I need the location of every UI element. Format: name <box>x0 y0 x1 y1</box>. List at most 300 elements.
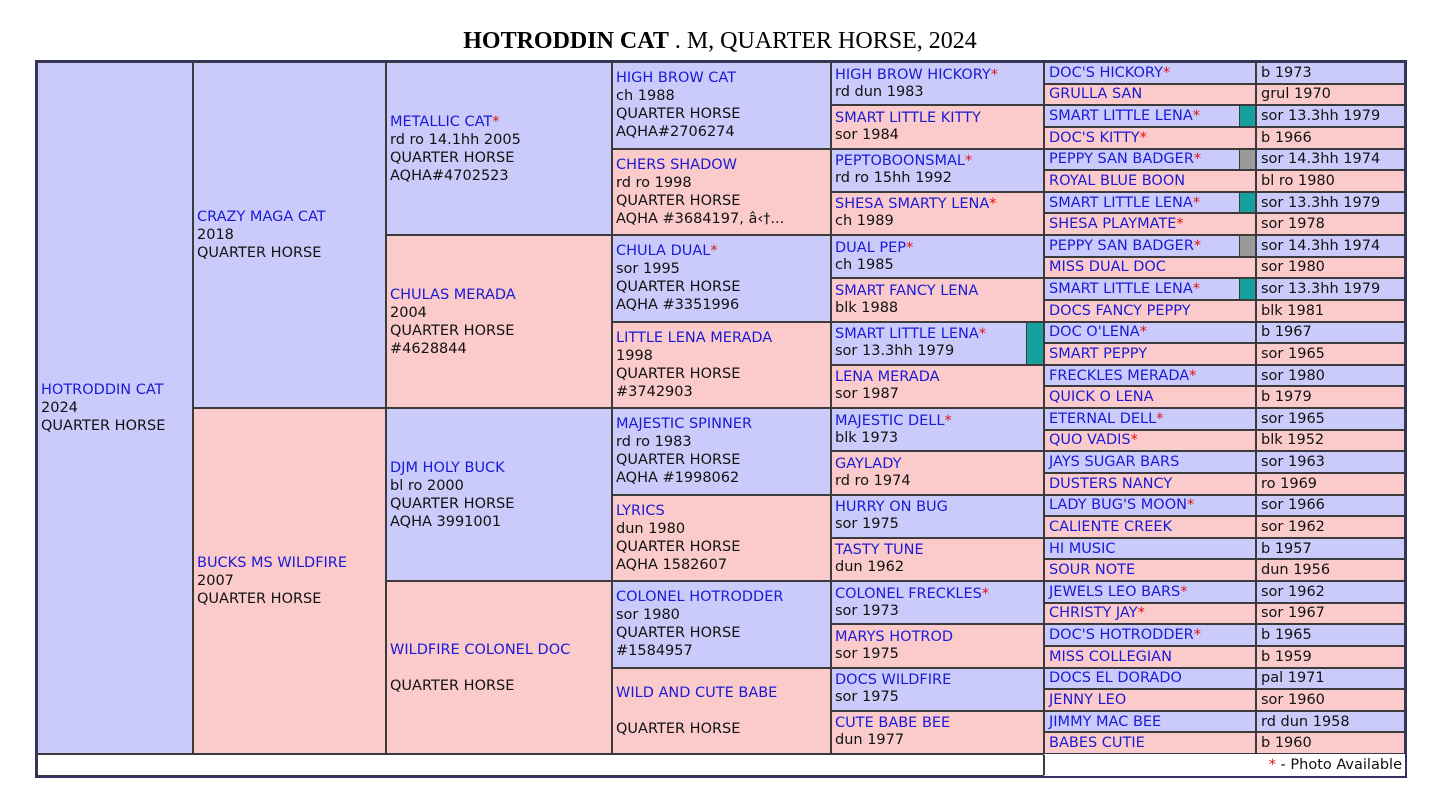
horse-name-link[interactable] <box>1049 411 1163 427</box>
g5-horse-cell <box>831 538 1044 581</box>
horse-name-link[interactable] <box>1049 605 1145 621</box>
horse-info-text: b 1960 <box>1261 735 1312 752</box>
horse-info-text: blk 1981 <box>1261 302 1325 319</box>
horse-detail-line: QUARTER HORSE <box>616 625 741 642</box>
horse-detail-line: sor 1980 <box>616 607 680 624</box>
g6-name-wrap <box>1049 130 1147 146</box>
horse-detail-line: QUARTER HORSE <box>616 192 741 209</box>
g5-horse-cell <box>831 278 1044 321</box>
horse-name[interactable]: DUAL PEP <box>835 239 907 256</box>
photo-star[interactable]: * <box>710 243 718 260</box>
g4-horse-cell <box>612 235 831 322</box>
horse-name-link[interactable] <box>1049 627 1201 643</box>
horse-info-text: sor 1978 <box>1261 216 1325 233</box>
horse-name-link[interactable] <box>835 110 1040 127</box>
horse-detail-line: rd ro 1998 <box>616 174 692 191</box>
horse-name[interactable]: GAYLADY <box>835 455 902 472</box>
horse-name[interactable]: SOUR NOTE <box>1049 562 1136 579</box>
horse-detail-line: rd dun 1983 <box>835 83 924 100</box>
horse-name[interactable]: CRAZY MAGA CAT <box>197 209 326 225</box>
horse-name-link[interactable] <box>1049 497 1194 513</box>
horse-name-link[interactable] <box>1049 238 1201 254</box>
horse-info-text: sor 1962 <box>1261 518 1325 535</box>
photo-star[interactable]: * <box>1189 367 1197 384</box>
g6-horse-name-cell <box>1044 689 1256 711</box>
horse-name[interactable]: WILDFIRE COLONEL DOC <box>390 641 571 658</box>
g6-name-wrap <box>1049 259 1166 275</box>
g6-horse-name-cell <box>1044 624 1256 646</box>
horse-name[interactable]: BUCKS MS WILDFIRE <box>197 555 348 571</box>
horse-detail-line: dun 1980 <box>616 520 686 537</box>
horse-info-text: b 1973 <box>1261 64 1312 81</box>
horse-name[interactable]: DJM HOLY BUCK <box>390 459 505 476</box>
photo-legend <box>1044 755 1405 775</box>
g6-horse-info-cell <box>1256 62 1405 84</box>
g6-horse-info-cell <box>1256 278 1405 300</box>
horse-name[interactable]: CUTE BABE BEE <box>835 715 951 732</box>
photo-star[interactable]: * <box>1193 237 1202 254</box>
horse-name-link[interactable] <box>1049 346 1147 362</box>
horse-name-link[interactable] <box>835 586 1040 603</box>
g6-horse-info-cell <box>1256 213 1405 235</box>
horse-name[interactable]: SHESA SMARTY LENA <box>835 196 990 213</box>
photo-star[interactable]: * <box>1193 627 1201 644</box>
horse-name-link[interactable] <box>1049 649 1172 665</box>
g6-name-wrap <box>1049 476 1172 492</box>
horse-name-link[interactable] <box>835 413 1040 430</box>
horse-name-link[interactable] <box>1049 281 1200 297</box>
g6-name-wrap <box>1049 497 1194 513</box>
horse-name-link[interactable] <box>1049 670 1182 686</box>
g6-name-wrap <box>1049 324 1147 340</box>
g6-horse-name-cell <box>1044 430 1256 452</box>
horse-name-link[interactable] <box>197 554 382 572</box>
photo-star[interactable]: * <box>1139 324 1147 341</box>
horse-name[interactable]: QUO VADIS <box>1049 432 1131 449</box>
horse-name-link[interactable] <box>616 588 827 606</box>
horse-name-link[interactable] <box>835 715 1040 732</box>
horse-name-link[interactable] <box>1049 65 1170 81</box>
horse-name[interactable]: DOC'S KITTY <box>1049 129 1140 146</box>
horse-name[interactable]: HIGH BROW CAT <box>616 70 737 87</box>
horse-name-link[interactable] <box>616 242 827 260</box>
horse-info-text: sor 1965 <box>1261 410 1325 427</box>
horse-name-link[interactable] <box>616 684 827 702</box>
horse-name[interactable]: JENNY LEO <box>1049 691 1127 708</box>
g6-horse-info-cell <box>1256 689 1405 711</box>
horse-name[interactable]: JEWELS LEO BARS <box>1049 583 1181 600</box>
photo-star[interactable]: * <box>1180 583 1188 600</box>
g6-name-wrap <box>1049 692 1126 708</box>
horse-name[interactable]: FRECKLES MERADA <box>1049 367 1190 384</box>
g6-horse-info-cell <box>1256 538 1405 560</box>
g6-horse-name-cell <box>1044 603 1256 625</box>
g5-horse-cell <box>831 624 1044 667</box>
horse-name[interactable]: PEPTOBOONSMAL <box>835 153 965 170</box>
horse-name[interactable]: COLONEL HOTRODDER <box>616 589 784 606</box>
g6-horse-name-cell <box>1044 408 1256 430</box>
horse-name-link[interactable] <box>1049 324 1147 340</box>
horse-name-link[interactable] <box>41 381 189 399</box>
photo-star[interactable]: * <box>906 239 914 256</box>
horse-info-text: b 1957 <box>1261 540 1312 557</box>
g6-horse-info-cell <box>1256 646 1405 668</box>
g6-name-wrap <box>1049 216 1184 232</box>
horse-name[interactable]: SMART LITTLE LENA <box>835 326 979 343</box>
horse-detail-line: rd ro 15hh 1992 <box>835 170 952 187</box>
g6-horse-name-cell <box>1044 127 1256 149</box>
g6-name-wrap <box>1049 195 1200 211</box>
g6-horse-info-cell <box>1256 668 1405 690</box>
horse-detail-line: AQHA#2706274 <box>616 124 735 141</box>
horse-name[interactable]: HI MUSIC <box>1049 540 1116 557</box>
g6-horse-info-cell <box>1256 343 1405 365</box>
g3-horse-cell <box>386 581 612 754</box>
photo-star[interactable]: * <box>1186 497 1195 514</box>
g6-horse-info-cell <box>1256 624 1405 646</box>
g6-name-wrap <box>1049 670 1182 686</box>
horse-name[interactable]: LYRICS <box>616 502 665 519</box>
photo-star[interactable]: * <box>1139 129 1147 146</box>
photo-indicator-icon <box>1239 193 1255 213</box>
photo-star[interactable]: * <box>1130 432 1138 449</box>
g6-horse-info-cell <box>1256 235 1405 257</box>
g6-horse-name-cell <box>1044 451 1256 473</box>
g6-name-wrap <box>1049 562 1135 578</box>
g6-horse-name-cell <box>1044 495 1256 517</box>
g6-horse-info-cell <box>1256 386 1405 408</box>
g5-horse-cell <box>831 408 1044 451</box>
horse-detail-line: 2018 <box>197 227 234 243</box>
g6-horse-info-cell <box>1256 84 1405 106</box>
horse-detail-line: AQHA #1998062 <box>616 470 740 487</box>
g4-horse-cell <box>612 62 831 149</box>
horse-name[interactable]: ROYAL BLUE BOON <box>1049 172 1186 189</box>
horse-detail-line: sor 13.3hh 1979 <box>835 343 955 360</box>
horse-name-link[interactable] <box>835 67 1040 84</box>
pedigree-table <box>35 60 1407 778</box>
g6-horse-name-cell <box>1044 473 1256 495</box>
g5-horse-cell <box>831 105 1044 148</box>
horse-detail-line: QUARTER HORSE <box>197 245 322 261</box>
photo-star[interactable]: * <box>1162 64 1171 81</box>
horse-name[interactable]: METALLIC CAT <box>390 113 493 130</box>
photo-star[interactable]: * <box>1192 108 1201 125</box>
horse-name-link[interactable] <box>616 415 827 433</box>
g6-name-wrap <box>1049 541 1116 557</box>
g6-horse-name-cell <box>1044 300 1256 322</box>
horse-name[interactable]: MAJESTIC SPINNER <box>616 416 753 433</box>
horse-detail-line <box>616 702 827 720</box>
horse-name[interactable]: SMART LITTLE KITTY <box>835 109 981 126</box>
horse-name[interactable]: CHULA DUAL <box>616 243 711 260</box>
horse-name-link[interactable] <box>1049 86 1142 102</box>
g6-name-wrap <box>1049 303 1191 319</box>
horse-detail-line: blk 1973 <box>835 429 899 446</box>
horse-name-link[interactable] <box>1049 259 1166 275</box>
g6-name-wrap <box>1049 368 1196 384</box>
g6-horse-name-cell <box>1044 170 1256 192</box>
horse-name[interactable]: QUICK O LENA <box>1049 389 1154 406</box>
horse-name-link[interactable] <box>616 502 827 520</box>
horse-name-link[interactable] <box>835 326 1023 343</box>
horse-name[interactable]: PEPPY SAN BADGER <box>1049 237 1194 254</box>
g6-horse-info-cell <box>1256 149 1405 171</box>
horse-name[interactable]: LADY BUG'S MOON <box>1049 497 1187 514</box>
g6-horse-name-cell <box>1044 149 1256 171</box>
horse-name[interactable]: JAYS SUGAR BARS <box>1049 454 1180 471</box>
horse-info-text: sor 1980 <box>1261 259 1325 276</box>
horse-name-link[interactable] <box>835 283 1040 300</box>
horse-detail-line: sor 1975 <box>835 516 899 533</box>
horse-info-text: sor 1966 <box>1261 497 1325 514</box>
horse-name-link[interactable] <box>835 672 1040 689</box>
horse-detail-line: 2024 <box>41 400 78 416</box>
g3-horse-cell <box>386 235 612 408</box>
g6-name-wrap <box>1049 389 1154 405</box>
horse-name-link[interactable] <box>616 69 827 87</box>
horse-name-link[interactable] <box>835 240 1040 257</box>
g6-name-wrap <box>1049 238 1201 254</box>
g5-horse-cell <box>831 235 1044 278</box>
horse-name-link[interactable] <box>1049 432 1138 448</box>
horse-name-link[interactable] <box>1049 173 1185 189</box>
horse-detail-line: QUARTER HORSE <box>390 495 515 512</box>
g6-name-wrap <box>1049 735 1145 751</box>
horse-name[interactable]: JIMMY MAC BEE <box>1049 713 1162 730</box>
photo-star[interactable]: * <box>981 585 990 602</box>
horse-name[interactable]: DOCS EL DORADO <box>1049 670 1182 687</box>
horse-name[interactable]: SMART LITTLE LENA <box>1049 194 1193 211</box>
horse-name-link[interactable] <box>1049 216 1184 232</box>
horse-detail-line: rd ro 1974 <box>835 472 911 489</box>
title-horse-name: HOTRODDIN CAT <box>463 28 669 54</box>
horse-name-link[interactable] <box>1049 519 1172 535</box>
g3-horse-cell <box>386 62 612 235</box>
horse-detail-line: dun 1977 <box>835 732 905 749</box>
horse-name-link[interactable] <box>835 456 1040 473</box>
horse-name[interactable]: GRULLA SAN <box>1049 86 1143 103</box>
horse-info-text: sor 14.3hh 1974 <box>1261 237 1381 254</box>
horse-info-text: sor 1980 <box>1261 367 1325 384</box>
horse-name-link[interactable] <box>616 329 827 347</box>
horse-name[interactable]: CHRISTY JAY <box>1049 605 1138 622</box>
horse-name[interactable]: LITTLE LENA MERADA <box>616 329 773 346</box>
horse-detail-line: QUARTER HORSE <box>197 591 322 607</box>
horse-name[interactable]: MAJESTIC DELL <box>835 412 945 429</box>
horse-name-link[interactable] <box>1049 692 1126 708</box>
horse-detail-line: sor 1984 <box>835 126 899 143</box>
horse-info-text: b 1967 <box>1261 324 1312 341</box>
g4-horse-cell <box>612 495 831 582</box>
legend-star: * <box>1268 757 1276 773</box>
horse-name[interactable]: SMART FANCY LENA <box>835 282 979 299</box>
g1-horse-cell <box>37 62 193 754</box>
horse-name-link[interactable] <box>1049 454 1179 470</box>
horse-detail-line: QUARTER HORSE <box>616 365 741 382</box>
horse-name[interactable]: CALIENTE CREEK <box>1049 518 1173 535</box>
horse-detail-line: sor 1975 <box>835 689 899 706</box>
horse-info-text: b 1966 <box>1261 129 1312 146</box>
horse-name-link[interactable] <box>1049 130 1147 146</box>
horse-name[interactable]: CHERS SHADOW <box>616 156 738 173</box>
g3-horse-cell <box>386 408 612 581</box>
horse-detail-line: AQHA #3351996 <box>616 297 740 314</box>
horse-name[interactable]: PEPPY SAN BADGER <box>1049 151 1194 168</box>
horse-name[interactable]: DUSTERS NANCY <box>1049 475 1173 492</box>
photo-star[interactable]: * <box>492 113 500 130</box>
horse-name-link[interactable] <box>1049 584 1188 600</box>
horse-name[interactable]: DOC'S HICKORY <box>1049 64 1163 81</box>
photo-star[interactable]: * <box>944 412 952 429</box>
photo-star[interactable]: * <box>1137 605 1145 622</box>
horse-info-text: dun 1956 <box>1261 562 1331 579</box>
g6-horse-info-cell <box>1256 170 1405 192</box>
g6-name-wrap <box>1049 605 1145 621</box>
horse-detail-line: AQHA#4702523 <box>390 167 509 184</box>
horse-name-link[interactable] <box>1049 476 1172 492</box>
horse-name-link[interactable] <box>835 499 1040 516</box>
horse-detail-line: ch 1989 <box>835 213 894 230</box>
horse-name[interactable]: MARYS HOTROD <box>835 628 954 645</box>
g5-horse-cell <box>831 495 1044 538</box>
horse-name-link[interactable] <box>1049 303 1191 319</box>
horse-name[interactable]: WILD AND CUTE BABE <box>616 684 778 701</box>
horse-name-link[interactable] <box>390 459 608 477</box>
photo-star[interactable]: * <box>1176 216 1184 233</box>
g6-name-wrap <box>1049 649 1172 665</box>
horse-name-link[interactable] <box>390 113 608 131</box>
horse-name-link[interactable] <box>197 208 382 226</box>
horse-name[interactable]: SMART LITTLE LENA <box>1049 281 1193 298</box>
g6-horse-name-cell <box>1044 559 1256 581</box>
horse-name[interactable]: HOTRODDIN CAT <box>41 382 164 398</box>
horse-name[interactable]: MISS COLLEGIAN <box>1049 648 1172 665</box>
horse-detail-line: sor 1987 <box>835 386 899 403</box>
horse-info-text: pal 1971 <box>1261 670 1325 687</box>
horse-info-text: sor 1963 <box>1261 454 1325 471</box>
horse-name-link[interactable] <box>616 156 827 174</box>
horse-name-link[interactable] <box>1049 735 1145 751</box>
g4-horse-cell <box>612 668 831 755</box>
horse-name-link[interactable] <box>1049 562 1135 578</box>
photo-indicator-icon <box>1239 236 1255 256</box>
horse-name[interactable]: BABES CUTIE <box>1049 735 1145 752</box>
horse-name-link[interactable] <box>1049 714 1161 730</box>
horse-info-text: rd dun 1958 <box>1261 713 1350 730</box>
horse-name-link[interactable] <box>1049 195 1200 211</box>
g5-horse-cell <box>831 451 1044 494</box>
g6-name-wrap <box>1049 108 1200 124</box>
g6-horse-name-cell <box>1044 278 1256 300</box>
g4-horse-cell <box>612 149 831 236</box>
horse-name-link[interactable] <box>1049 108 1200 124</box>
horse-name-link[interactable] <box>835 629 1040 646</box>
horse-name[interactable]: HIGH BROW HICKORY <box>835 66 991 83</box>
photo-star[interactable]: * <box>978 326 987 343</box>
g6-name-wrap <box>1049 584 1188 600</box>
g5-horse-cell <box>831 668 1044 711</box>
horse-name[interactable]: LENA MERADA <box>835 369 940 386</box>
horse-detail-line: QUARTER HORSE <box>616 452 741 469</box>
horse-name[interactable]: DOCS FANCY PEPPY <box>1049 302 1191 319</box>
g6-horse-info-cell <box>1256 300 1405 322</box>
horse-detail-line: #3742903 <box>616 383 693 400</box>
horse-detail-line <box>390 659 608 677</box>
photo-star[interactable]: * <box>1192 194 1201 211</box>
horse-info-text: b 1965 <box>1261 627 1312 644</box>
horse-name[interactable]: MISS DUAL DOC <box>1049 259 1166 276</box>
horse-name[interactable]: DOC O'LENA <box>1049 324 1140 341</box>
g6-horse-info-cell <box>1256 127 1405 149</box>
horse-detail-line: QUARTER HORSE <box>390 149 515 166</box>
horse-name[interactable]: COLONEL FRECKLES <box>835 585 982 602</box>
horse-name[interactable]: DOCS WILDFIRE <box>835 672 952 689</box>
g2-horse-cell <box>193 62 386 408</box>
horse-detail-line: 2007 <box>197 573 234 589</box>
photo-star[interactable]: * <box>965 153 973 170</box>
horse-name-link[interactable] <box>1049 541 1116 557</box>
horse-name[interactable]: TASTY TUNE <box>835 542 924 559</box>
photo-star[interactable]: * <box>990 66 998 83</box>
g6-name-wrap <box>1049 454 1179 470</box>
g6-horse-info-cell <box>1256 473 1405 495</box>
horse-detail-line: rd ro 14.1hh 2005 <box>390 131 521 148</box>
horse-name[interactable]: DOC'S HOTRODDER <box>1049 627 1194 644</box>
photo-star[interactable]: * <box>1192 281 1201 298</box>
horse-name-link[interactable] <box>390 641 608 659</box>
g6-horse-info-cell <box>1256 559 1405 581</box>
photo-star[interactable]: * <box>989 196 997 213</box>
horse-name[interactable]: SMART LITTLE LENA <box>1049 108 1193 125</box>
g6-horse-name-cell <box>1044 257 1256 279</box>
horse-name-link[interactable] <box>835 542 1040 559</box>
horse-name[interactable]: HURRY ON BUG <box>835 499 948 516</box>
g6-horse-name-cell <box>1044 581 1256 603</box>
g2-horse-cell <box>193 408 386 754</box>
g6-horse-name-cell <box>1044 646 1256 668</box>
horse-name-link[interactable] <box>835 153 1040 170</box>
horse-detail-line: QUARTER HORSE <box>616 106 741 123</box>
horse-name-link[interactable] <box>1049 368 1196 384</box>
title-details: . M, QUARTER HORSE, 2024 <box>668 28 977 54</box>
horse-name-link[interactable] <box>835 369 1040 386</box>
horse-name[interactable]: SHESA PLAYMATE <box>1049 216 1177 233</box>
horse-name-link[interactable] <box>390 286 608 304</box>
horse-name-link[interactable] <box>1049 389 1154 405</box>
g6-horse-name-cell <box>1044 365 1256 387</box>
g5-horse-cell <box>831 711 1044 754</box>
horse-detail-line: QUARTER HORSE <box>390 677 515 694</box>
horse-name-link[interactable] <box>1049 151 1201 167</box>
horse-name[interactable]: ETERNAL DELL <box>1049 410 1157 427</box>
photo-star[interactable]: * <box>1193 151 1202 168</box>
photo-star[interactable]: * <box>1156 410 1164 427</box>
g6-name-wrap <box>1049 173 1185 189</box>
g6-name-wrap <box>1049 281 1200 297</box>
horse-name[interactable]: SMART PEPPY <box>1049 345 1148 362</box>
g6-horse-name-cell <box>1044 62 1256 84</box>
photo-indicator-icon <box>1026 323 1043 364</box>
g6-horse-name-cell <box>1044 213 1256 235</box>
horse-info-text: b 1979 <box>1261 389 1312 406</box>
horse-name[interactable]: CHULAS MERADA <box>390 286 516 303</box>
horse-detail-line: QUARTER HORSE <box>41 418 166 434</box>
horse-detail-line: dun 1962 <box>835 559 905 576</box>
horse-detail-line: sor 1975 <box>835 645 899 662</box>
horse-name-link[interactable] <box>835 196 1040 213</box>
horse-detail-line: QUARTER HORSE <box>616 720 741 737</box>
